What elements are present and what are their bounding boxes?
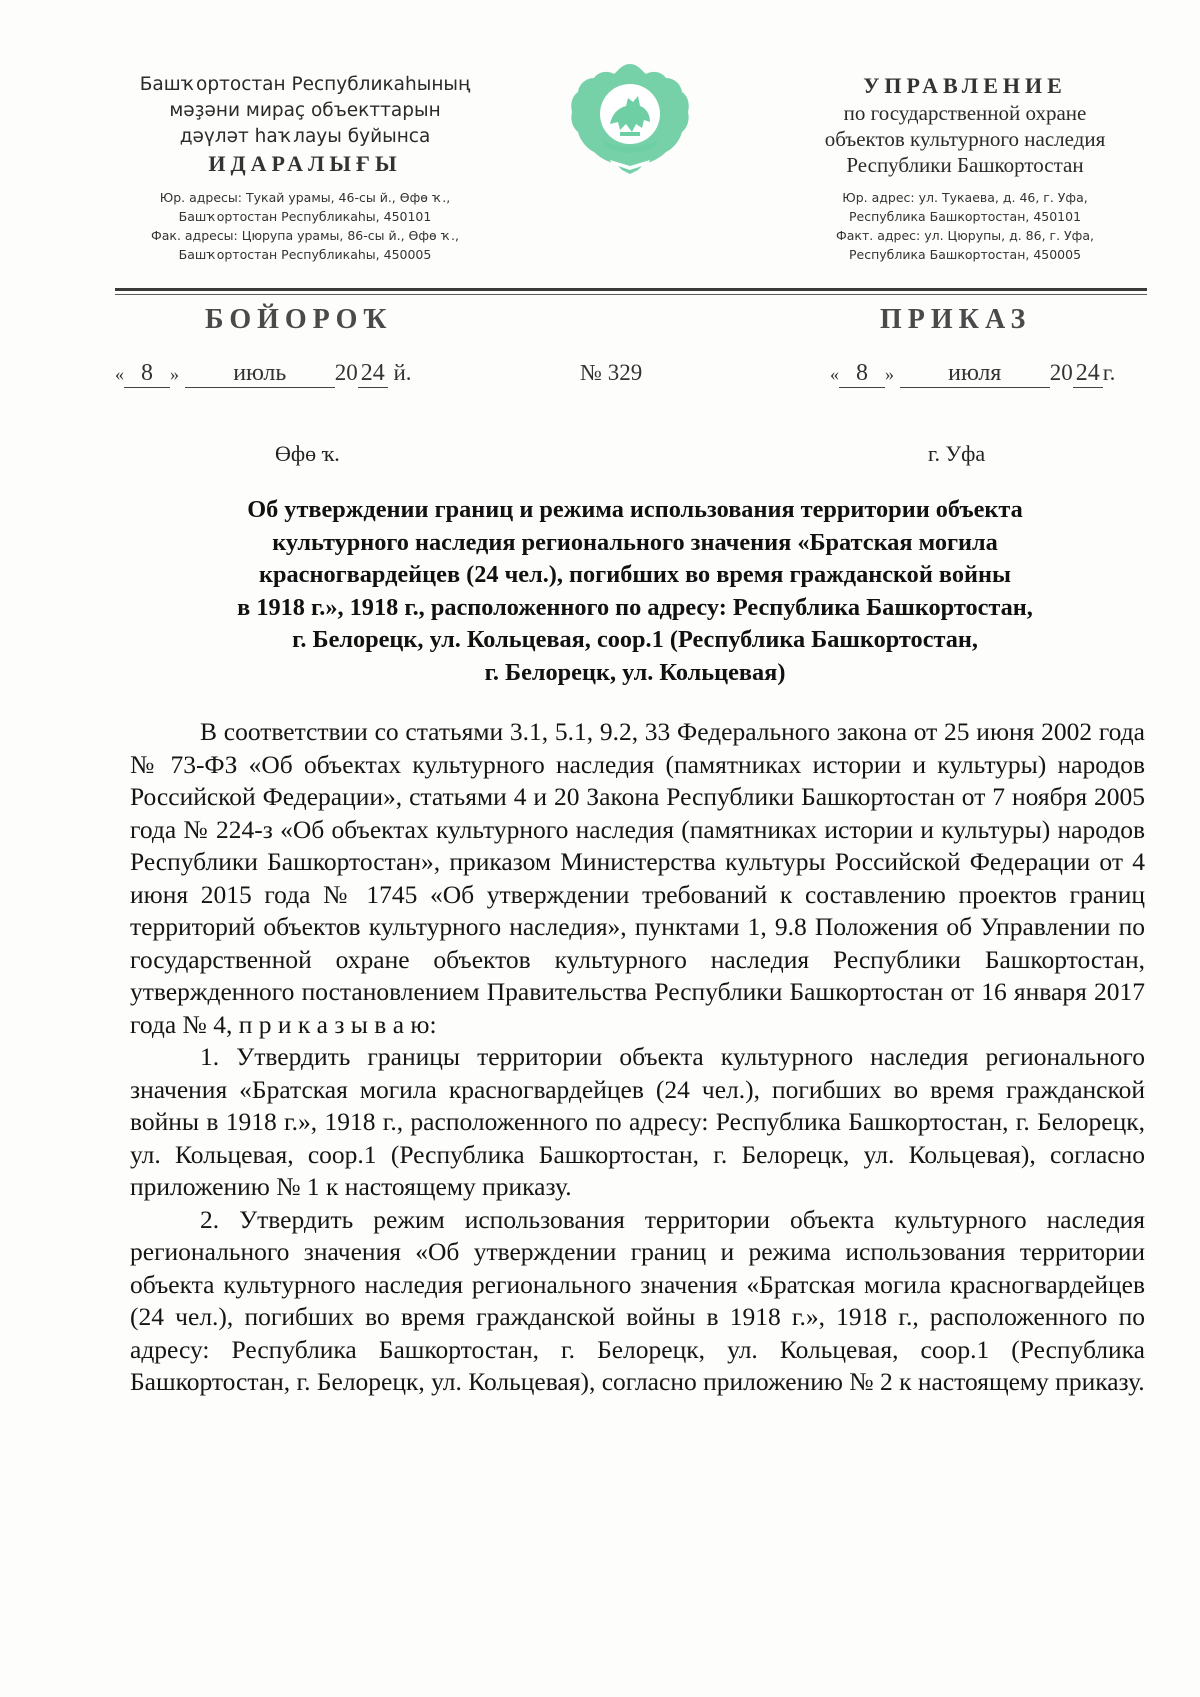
city-russian: г. Уфа — [928, 441, 986, 466]
order-item-1: 1. Утвердить границы территории объекта культурного наследия регионального значения «Братская могила красногвардейцев (24 чел.), погибших во время гражданской войны в 1918 г.», 1918 г., расположенного по адресу: Республика Башкортостан, г. Белорецк, ул. Кольцевая, соор.1 (Республика Башкортостан, г. Белорецк, ул. Кольцевая), согласно приложению № 1 к настоящему приказу. — [130, 1042, 1145, 1201]
year-suffix: 24 — [1073, 360, 1103, 388]
title-line: г. Белорецк, ул. Кольцевая, соор.1 (Республика Башкортостан, — [292, 626, 978, 653]
date-bashkir — [115, 360, 412, 388]
title-line: г. Белорецк, ул. Кольцевая) — [484, 658, 786, 686]
city-bashkir: Өфө ҡ. — [275, 441, 340, 466]
title-line: красногвардейцев (24 чел.), погибших во время гражданской войны — [259, 561, 1011, 588]
org-address — [775, 188, 1155, 264]
header-left-bashkir — [95, 72, 515, 264]
address-line: Республика Башкортостан, 450005 — [848, 247, 1082, 262]
date-day: 8 — [124, 360, 170, 388]
header-right-russian — [775, 72, 1155, 264]
title-line: Об утверждении границ и режима использования территории объекта — [247, 496, 1023, 523]
year-prefix: 20 — [1049, 360, 1073, 385]
address-line: Юр. адресы: Тукай урамы, 46-сы й., Өфө ҡ., — [159, 190, 451, 205]
address-line: Башҡортостан Республикаһы, 450005 — [178, 247, 432, 262]
org-name-line: по государственной охране — [843, 101, 1087, 125]
year-unit: й. — [393, 360, 412, 385]
address-line: Факт. адрес: ул. Цюрупы, д. 86, г. Уфа, — [836, 228, 1094, 243]
address-line: Фак. адресы: Цюрупа урамы, 86-сы й., Өфө ҡ., — [150, 228, 460, 243]
republic-of-bashkortostan-emblem-icon — [570, 62, 690, 187]
doc-type-russian: ПРИКАЗ — [880, 304, 1032, 335]
org-title: ИДАРАЛЫҒЫ — [208, 151, 402, 176]
org-name-line: дәүләт һаҡлауы буйынса — [179, 126, 431, 147]
order-number: № 329 — [580, 360, 643, 385]
org-title: УПРАВЛЕНИЕ — [863, 73, 1067, 98]
address-line: Юр. адрес: ул. Тукаева, д. 46, г. Уфа, — [842, 190, 1088, 205]
date-month: июль — [185, 360, 335, 388]
order-body — [130, 716, 1145, 1399]
quote-open: « — [115, 364, 124, 384]
org-address — [95, 188, 515, 264]
quote-open: « — [830, 364, 839, 384]
org-name-line: мәҙәни мираҫ объекттарын — [169, 100, 441, 121]
date-month: июля — [900, 360, 1050, 388]
order-item-2: 2. Утвердить режим использования территории объекта культурного наследия регионального значения «Об утверждении границ и режима использования территории объекта культурного наследия регионального значения «Братская могила красногвардейцев (24 чел.), погибших во время гражданской войны в 1918 г.», 1918 г., расположенного по адресу: Республика Башкортостан, г. Белорецк, ул. Кольцевая, соор.1 (Республика Башкортостан, г. Белорецк, ул. Кольцевая), согласно приложению № 2 к настоящему приказу. — [130, 1204, 1145, 1396]
quote-close: » — [885, 364, 894, 384]
org-name-line: объектов культурного наследия — [824, 127, 1106, 151]
quote-close: » — [170, 364, 179, 384]
doc-type-bashkir: БОЙОРОҠ — [205, 304, 393, 335]
address-line: Башҡортостан Республикаһы, 450101 — [178, 209, 432, 224]
year-unit: г. — [1102, 360, 1116, 385]
year-suffix: 24 — [358, 360, 388, 388]
header-divider-thick — [115, 288, 1147, 291]
order-title — [130, 494, 1140, 689]
date-day: 8 — [839, 360, 885, 388]
address-line: Республика Башкортостан, 450101 — [848, 209, 1082, 224]
year-prefix: 20 — [334, 360, 358, 385]
header-divider-thin — [115, 294, 1147, 295]
title-line: культурного наследия регионального значения «Братская могила — [272, 528, 998, 556]
org-name-line: Республики Башкортостан — [846, 153, 1084, 177]
preamble-paragraph: В соответствии со статьями 3.1, 5.1, 9.2, 33 Федерального закона от 25 июня 2002 года № 73-ФЗ «Об объектах культурного наследия (памятниках истории и культуры) народов Российской Федерации», статьями 4 и 20 Закона Республики Башкортостан от 7 ноября 2005 года № 224-з «Об объектах культурного наследия (памятниках истории и культуры) народов Республики Башкортостан», приказом Министерства культуры Российской Федерации от 4 июня 2015 года № 1745 «Об утверждении требований к составлению проектов границ территорий объектов культурного наследия», пунктами 1, 9.8 Положения об Управлении по государственной охране объектов культурного наследия Республики Башкортостан, утвержденного постановлением Правительства Республики Башкортостан от 16 января 2017 года № 4, п р и к а з ы в а ю: — [130, 717, 1145, 1039]
title-line: в 1918 г.», 1918 г., расположенного по адресу: Республика Башкортостан, — [237, 593, 1033, 621]
date-russian — [830, 360, 1115, 388]
org-name-line: Башҡортостан Республикаһының — [139, 74, 471, 95]
